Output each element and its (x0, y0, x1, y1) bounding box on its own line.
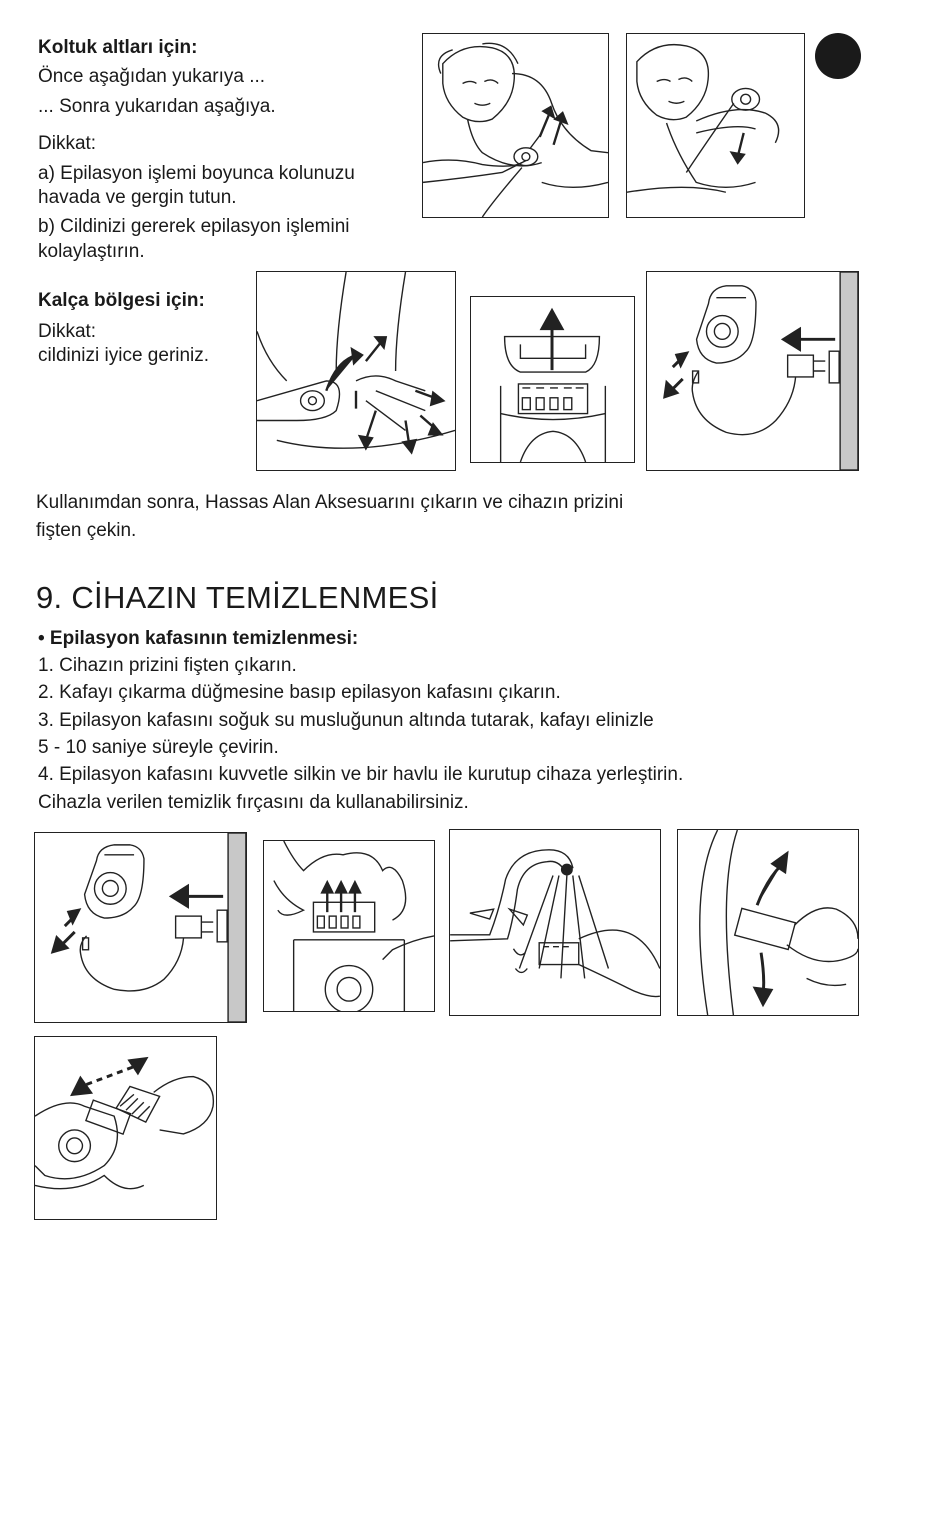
armpit-caution: Dikkat: (38, 133, 97, 154)
shake-dry-drawing (678, 830, 858, 1015)
hip-heading: Kalça bölgesi için: (38, 290, 205, 311)
hip-caution: Dikkat: (38, 321, 97, 342)
hip-text: cildinizi iyice geriniz. (38, 345, 210, 366)
armpit-note-b2: kolaylaştırın. (38, 241, 145, 262)
head-removal-drawing (471, 297, 634, 462)
after-use-line1: Kullanımdan sonra, Hassas Alan Aksesuarını çıkarın ve cihazın prizini (36, 492, 624, 513)
unplug-drawing-2 (35, 833, 246, 1022)
cleaning-step-2: 2. Kafayı çıkarma düğmesine basıp epilasyon kafasını çıkarın. (38, 682, 561, 703)
cleaning-step-4-cont: Cihazla verilen temizlik fırçasını da kullanabilirsiniz. (38, 792, 469, 813)
illustration-cleaning-brush (34, 1036, 217, 1220)
cleaning-title: 9. CİHAZIN TEMİZLENMESİ (36, 580, 439, 615)
cleaning-step-3-cont: 5 - 10 saniye süreyle çevirin. (38, 737, 279, 758)
armpit-line1: Önce aşağıdan yukarıya ... (38, 66, 266, 87)
hip-area-drawing (257, 272, 455, 470)
illustration-head-removal (470, 296, 635, 463)
cleaning-step-4: 4. Epilasyon kafasını kuvvetle silkin ve bir havlu ile kurutup cihaza yerleştirin. (38, 764, 684, 785)
armpit-upward-drawing (423, 34, 608, 217)
illustration-rinse-water (449, 829, 661, 1016)
illustration-armpit-downward (626, 33, 805, 218)
illustration-hip-area (256, 271, 456, 471)
rinse-water-drawing (450, 830, 660, 1015)
armpit-note-b1: b) Cildinizi gererek epilasyon işlemini (38, 216, 350, 237)
illustration-armpit-upward (422, 33, 609, 218)
cleaning-subheading: • Epilasyon kafasının temizlenmesi: (38, 628, 359, 649)
after-use-line2: fişten çekin. (36, 520, 137, 541)
unplug-drawing-1 (647, 272, 858, 470)
illustration-unplug-1 (646, 271, 859, 471)
armpit-note-a2: havada ve gergin tutun. (38, 187, 237, 208)
armpit-downward-drawing (627, 34, 804, 217)
armpit-line2: ... Sonra yukarıdan aşağıya. (38, 96, 276, 117)
illustration-press-release (263, 840, 435, 1012)
illustration-shake-dry (677, 829, 859, 1016)
armpit-heading: Koltuk altları için: (38, 37, 198, 58)
armpit-note-a1: a) Epilasyon işlemi boyunca kolunuzu (38, 163, 355, 184)
wall-strip-2 (228, 833, 246, 1022)
press-release-drawing (264, 841, 434, 1011)
section-marker-dot (815, 33, 861, 79)
cleaning-brush-drawing (35, 1037, 216, 1219)
cleaning-step-1: 1. Cihazın prizini fişten çıkarın. (38, 655, 297, 676)
illustration-unplug-2 (34, 832, 247, 1023)
wall-strip (840, 272, 858, 470)
cleaning-step-3: 3. Epilasyon kafasını soğuk su musluğunun altında tutarak, kafayı elinizle (38, 710, 654, 731)
